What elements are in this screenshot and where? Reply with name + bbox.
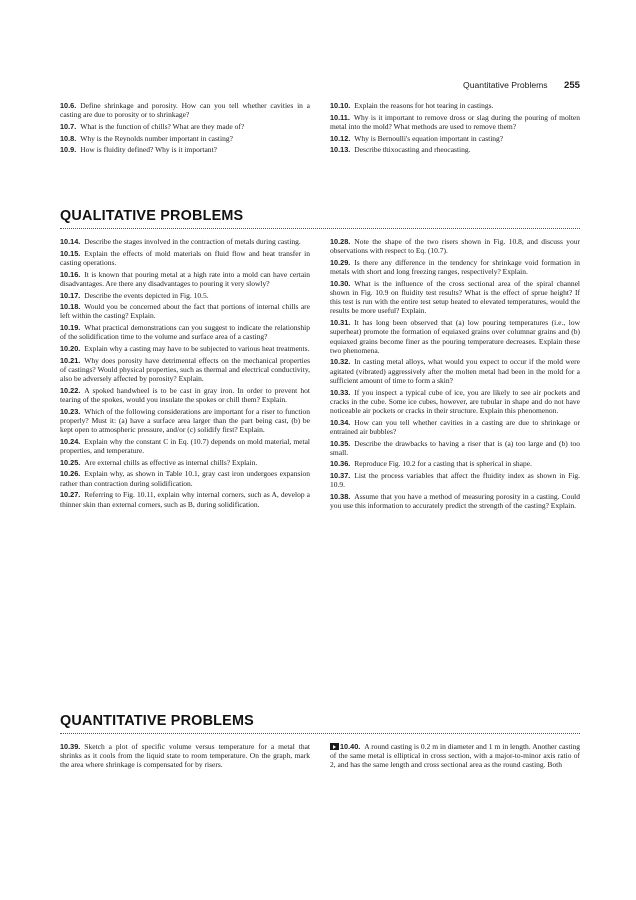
question-text: Note the shape of the two risers shown in Fig. 10.8, and discuss your observations with respect to Eq. (10.7). — [330, 237, 580, 256]
section-title: QUALITATIVE PROBLEMS — [60, 208, 244, 224]
question-number: 10.23. — [60, 406, 81, 416]
question-item — [330, 471, 580, 489]
question-number: 10.12. — [330, 133, 351, 143]
question-item — [60, 270, 310, 288]
question-item — [60, 323, 310, 341]
question-item — [330, 459, 580, 468]
question-number: 10.13. — [330, 145, 351, 155]
question-text: Sketch a plot of specific volume versus temperature for a metal that shrinks as it cools from the liquid state to room temperature. On the graph, mark the area where shrinkage is compensated for by risers. — [60, 742, 310, 770]
question-text: Which of the following considerations are important for a riser to function properly? Must it: (a) have a surface area larger than the part being cast, (b) be kept open to atmospheric pressure, and/or (c) solidify first? Explain. — [60, 406, 310, 435]
question-text: Describe the events depicted in Fig. 10.5. — [84, 290, 209, 300]
question-text: Explain why a casting may have to be subjected to various heat treatments. — [84, 344, 310, 354]
question-item — [60, 490, 310, 508]
question-item — [60, 742, 310, 770]
question-item — [330, 318, 580, 355]
page-number: 255 — [563, 80, 580, 91]
question-text: In casting metal alloys, what would you expect to occur if the mold were agitated (vibrated) aggressively after the molten metal had been in the mold for a sufficient amount of time to form a skin? — [330, 357, 580, 385]
question-number: 10.29. — [330, 257, 351, 267]
question-number: 10.28. — [330, 237, 351, 246]
question-item — [330, 145, 580, 154]
question-item — [60, 407, 310, 435]
quantitative-heading — [60, 713, 580, 734]
question-number: 10.36. — [330, 459, 351, 469]
question-number: 10.7. — [60, 121, 77, 131]
question-text: Explain why the constant C in Eq. (10.7) depends on mold material, metal properties, and temperature. — [60, 436, 310, 456]
question-item — [330, 388, 580, 416]
question-text: Referring to Fig. 10.11, explain why internal corners, such as A, develop a thinner skin than external corners, such as B, during solidification. — [60, 490, 310, 509]
qualitative-right-column — [330, 237, 580, 513]
question-item — [330, 492, 580, 510]
question-number: 10.20. — [60, 344, 81, 354]
question-number: 10.27. — [60, 490, 81, 500]
question-text: How is fluidity defined? Why is it important? — [80, 145, 217, 155]
question-text: Is there any difference in the tendency for shrinkage void formation in metals with short and long freezing ranges, respectively? Explain. — [330, 257, 580, 277]
question-number: 10.26. — [60, 469, 81, 479]
question-number: 10.22. — [60, 385, 81, 395]
question-text: Assume that you have a method of measuring porosity in a casting. Could you use this information to accurately predict the strength of the casting? Explain. — [330, 492, 580, 511]
question-item — [330, 258, 580, 276]
question-number: 10.32. — [330, 357, 351, 367]
question-item — [60, 291, 310, 300]
question-number: 10.15. — [60, 248, 81, 258]
running-head — [463, 80, 580, 91]
question-number: 10.8. — [60, 133, 77, 143]
question-text: It has long been observed that (a) low pouring temperatures (i.e., low superheat) promote the formation of equiaxed grains over columnar grains and (b) equiaxed grains become finer as the pouring temperature decreases. Explain these two phenomena. — [330, 318, 580, 355]
quantitative-left-column — [60, 742, 310, 772]
question-number: 10.10. — [330, 101, 351, 110]
question-number: 10.19. — [60, 323, 81, 333]
qualitative-heading — [60, 208, 580, 229]
video-solution-icon — [330, 743, 339, 750]
question-item — [60, 302, 310, 320]
question-number: 10.34. — [330, 417, 351, 427]
question-number: 10.38. — [330, 492, 351, 502]
question-item — [330, 357, 580, 385]
question-number: 10.30. — [330, 278, 351, 288]
question-number: 10.6. — [60, 101, 77, 110]
question-number: 10.18. — [60, 302, 81, 312]
question-item — [330, 742, 580, 770]
quantitative-problems — [60, 742, 580, 772]
question-item — [60, 134, 310, 143]
section-title: QUANTITATIVE PROBLEMS — [60, 713, 254, 729]
question-number: 10.31. — [330, 318, 351, 328]
question-number: 10.11. — [330, 112, 350, 122]
question-item — [330, 237, 580, 255]
question-number: 10.17. — [60, 290, 81, 300]
question-text: Why is Bernoulli's equation important in casting? — [354, 133, 504, 143]
question-text: A spoked handwheel is to be cast in gray iron. In order to prevent hot tearing of the spokes, would you insulate the spokes or chill them? Explain. — [60, 385, 310, 405]
question-item — [60, 249, 310, 267]
top-questions-right-column — [330, 101, 580, 157]
question-text: Why is the Reynolds number important in casting? — [80, 133, 233, 143]
qualitative-left-column — [60, 237, 310, 513]
question-text: Explain why, as shown in Table 10.1, gray cast iron undergoes expansion rather than contraction during solidification. — [60, 469, 310, 488]
question-text: How can you tell whether cavities in a casting are due to shrinkage or entrained air bubbles? — [330, 417, 580, 436]
question-text: List the process variables that affect the fluidity index as shown in Fig. 10.9. — [330, 471, 580, 490]
question-number: 10.37. — [330, 471, 351, 481]
top-questions — [60, 101, 580, 157]
question-number: 10.14. — [60, 237, 81, 246]
section-divider — [60, 733, 580, 734]
question-text: Would you be concerned about the fact that portions of internal chills are left within the casting? Explain. — [60, 302, 310, 321]
question-text: If you inspect a typical cube of ice, you are likely to see air pockets and cracks in the cube. Some ice cubes, however, are tubular in shape and do not have noticeable air pockets or cracks in their structure. Explain this phenomenon. — [330, 387, 580, 415]
question-text: Are external chills as effective as internal chills? Explain. — [84, 457, 258, 467]
question-item — [60, 437, 310, 455]
question-item — [330, 418, 580, 436]
question-text: A round casting is 0.2 m in diameter and 1 m in length. Another casting of the same metal is elliptical in cross section, with a major-to-minor axis ratio of 2, and has the same length and cross sectional area as the round casting. Both — [330, 742, 580, 770]
question-item — [60, 356, 310, 384]
question-item — [60, 101, 310, 119]
question-number: 10.9. — [60, 145, 77, 155]
question-number: 10.33. — [330, 387, 351, 397]
section-divider — [60, 228, 580, 229]
question-text: Reproduce Fig. 10.2 for a casting that is spherical in shape. — [354, 459, 532, 469]
question-item — [330, 134, 580, 143]
question-text: Why is it important to remove dross or slag during the pouring of molten metal into the mold? What methods are used to remove them? — [330, 112, 580, 131]
question-text: Describe thixocasting and rheocasting. — [354, 145, 471, 155]
question-item — [60, 122, 310, 131]
question-number: 10.40. — [340, 742, 361, 751]
question-item — [60, 145, 310, 154]
question-item — [330, 439, 580, 457]
qualitative-problems — [60, 237, 580, 513]
question-text: What practical demonstrations can you suggest to indicate the relationship of the solidification time to the volume and surface area of a casting? — [60, 323, 310, 342]
question-number: 10.39. — [60, 742, 81, 751]
question-item — [60, 386, 310, 404]
question-number: 10.16. — [60, 269, 81, 279]
question-item — [330, 279, 580, 316]
question-number: 10.25. — [60, 457, 81, 467]
question-item — [60, 344, 310, 353]
question-text: Describe the stages involved in the contraction of metals during casting. — [84, 237, 301, 246]
quantitative-right-column — [330, 742, 580, 772]
question-text: Define shrinkage and porosity. How can you tell whether cavities in a casting are due to porosity or to shrinkage? — [60, 101, 310, 120]
question-item — [330, 113, 580, 131]
running-head-title: Quantitative Problems — [463, 80, 548, 90]
question-text: Explain the effects of mold materials on fluid flow and heat transfer in casting operations. — [60, 248, 310, 267]
question-item — [60, 237, 310, 246]
question-text: Explain the reasons for hot tearing in castings. — [354, 101, 494, 110]
question-item — [330, 101, 580, 110]
question-text: It is known that pouring metal at a high rate into a mold can have certain disadvantages. Are there any disadvantages to pouring it very slowly? — [60, 269, 310, 288]
question-number: 10.24. — [60, 436, 81, 446]
question-text: What is the function of chills? What are they made of? — [80, 121, 245, 131]
question-item — [60, 458, 310, 467]
question-number: 10.35. — [330, 438, 351, 448]
question-text: What is the influence of the cross sectional area of the spiral channel shown in Fig. 10.9 on fluidity test results? What is the effect of sprue height? If this test is run with the entire test setup heated to elevated temperatures, would the results be more useful? Explain. — [330, 278, 580, 316]
question-number: 10.21. — [60, 355, 81, 365]
question-text: Why does porosity have detrimental effects on the mechanical properties of castings? Would physical properties, such as thermal and electrical conductivity, also be adversely affected by porosity? Explain. — [60, 355, 310, 384]
question-text: Describe the drawbacks to having a riser that is (a) too large and (b) too small. — [330, 438, 580, 457]
question-item — [60, 469, 310, 487]
top-questions-left-column — [60, 101, 310, 157]
